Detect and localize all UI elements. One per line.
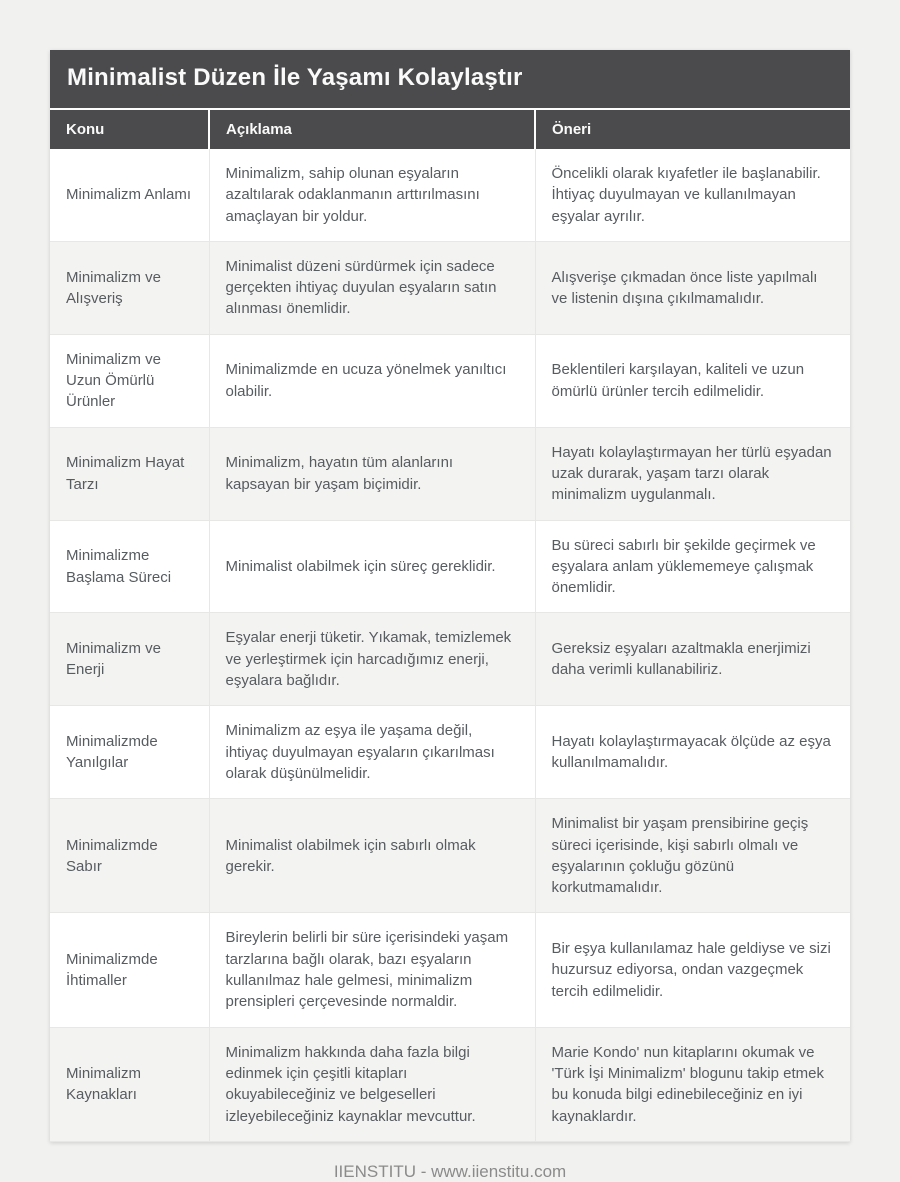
cell-konu: Minimalizm Anlamı [50,149,209,241]
column-header-aciklama: Açıklama [209,110,535,149]
cell-aciklama: Eşyalar enerji tüketir. Yıkamak, temizlemek ve yerleştirmek için harcadığımız enerji, eşyalara bağlıdır. [209,613,535,706]
cell-konu: Minimalizm ve Uzun Ömürlü Ürünler [50,334,209,427]
cell-aciklama: Minimalist olabilmek için süreç gereklidir. [209,520,535,613]
table-row [50,799,850,913]
cell-oneri: Öncelikli olarak kıyafetler ile başlanabilir. İhtiyaç duyulmayan ve kullanılmayan eşyalar ayrılır. [535,149,850,241]
cell-oneri: Gereksiz eşyaları azaltmakla enerjimizi daha verimli kullanabiliriz. [535,613,850,706]
table-row [50,613,850,706]
table-row [50,913,850,1027]
cell-konu: Minimalizm Hayat Tarzı [50,427,209,520]
table-row [50,334,850,427]
table-row [50,706,850,799]
cell-aciklama: Minimalizm az eşya ile yaşama değil, ihtiyaç duyulmayan eşyaların çıkarılması olarak düşünülmelidir. [209,706,535,799]
cell-aciklama: Minimalizm, sahip olunan eşyaların azaltılarak odaklanmanın arttırılmasını amaçlayan bir yoldur. [209,149,535,241]
cell-konu: Minimalizmde Sabır [50,799,209,913]
table-row [50,149,850,241]
cell-oneri: Minimalist bir yaşam prensibirine geçiş süreci içerisinde, kişi sabırlı olmalı ve eşyalarının çokluğu gözünü korkutmamalıdır. [535,799,850,913]
cell-konu: Minimalizmde Yanılgılar [50,706,209,799]
cell-aciklama: Minimalizm, hayatın tüm alanlarını kapsayan bir yaşam biçimidir. [209,427,535,520]
table-body [50,149,850,1141]
cell-konu: Minimalizm ve Enerji [50,613,209,706]
table-row [50,241,850,334]
column-header-konu: Konu [50,110,209,149]
cell-aciklama: Minimalizm hakkında daha fazla bilgi edinmek için çeşitli kitapları okuyabileceğiniz ve belgeselleri izleyebileceğiniz kaynaklar mevcuttur. [209,1027,535,1141]
header-row [50,110,850,149]
cell-konu: Minimalizm Kaynakları [50,1027,209,1141]
cell-oneri: Bir eşya kullanılamaz hale geldiyse ve sizi huzursuz ediyorsa, ondan vazgeçmek tercih edilmelidir. [535,913,850,1027]
cell-oneri: Hayatı kolaylaştırmayan her türlü eşyadan uzak durarak, yaşam tarzı olarak minimalizm uygulanmalı. [535,427,850,520]
table-card [50,50,850,1142]
cell-oneri: Marie Kondo' nun kitaplarını okumak ve 'Türk İşi Minimalizm' blogunu takip etmek bu konuda bilgi edinebileceğiniz en iyi kaynaklardır. [535,1027,850,1141]
cell-aciklama: Minimalist olabilmek için sabırlı olmak gerekir. [209,799,535,913]
title-bar [50,50,850,110]
table-row [50,1027,850,1141]
footer [50,1162,850,1182]
column-header-oneri: Öneri [535,110,850,149]
cell-oneri: Beklentileri karşılayan, kaliteli ve uzun ömürlü ürünler tercih edilmelidir. [535,334,850,427]
cell-aciklama: Bireylerin belirli bir süre içerisindeki yaşam tarzlarına bağlı olarak, bazı eşyaların kullanılmaz hale gelmesi, minimalizm prensipleri çerçevesinde normaldir. [209,913,535,1027]
cell-aciklama: Minimalizmde en ucuza yönelmek yanıltıcı olabilir. [209,334,535,427]
cell-konu: Minimalizme Başlama Süreci [50,520,209,613]
cell-konu: Minimalizm ve Alışveriş [50,241,209,334]
page-title: Minimalist Düzen İle Yaşamı Kolaylaştır [67,64,523,91]
table-row [50,427,850,520]
cell-konu: Minimalizmde İhtimaller [50,913,209,1027]
cell-oneri: Hayatı kolaylaştırmayacak ölçüde az eşya kullanılmamalıdır. [535,706,850,799]
cell-aciklama: Minimalist düzeni sürdürmek için sadece gerçekten ihtiyaç duyulan eşyaların satın alınması önemlidir. [209,241,535,334]
table-header [50,110,850,149]
cell-oneri: Alışverişe çıkmadan önce liste yapılmalı ve listenin dışına çıkılmamalıdır. [535,241,850,334]
cell-oneri: Bu süreci sabırlı bir şekilde geçirmek ve eşyalara anlam yüklememeye çalışmak önemlidir. [535,520,850,613]
footer-text: IIENSTITU - www.iienstitu.com [333,1161,567,1181]
minimalism-table [50,110,850,1142]
table-row [50,520,850,613]
